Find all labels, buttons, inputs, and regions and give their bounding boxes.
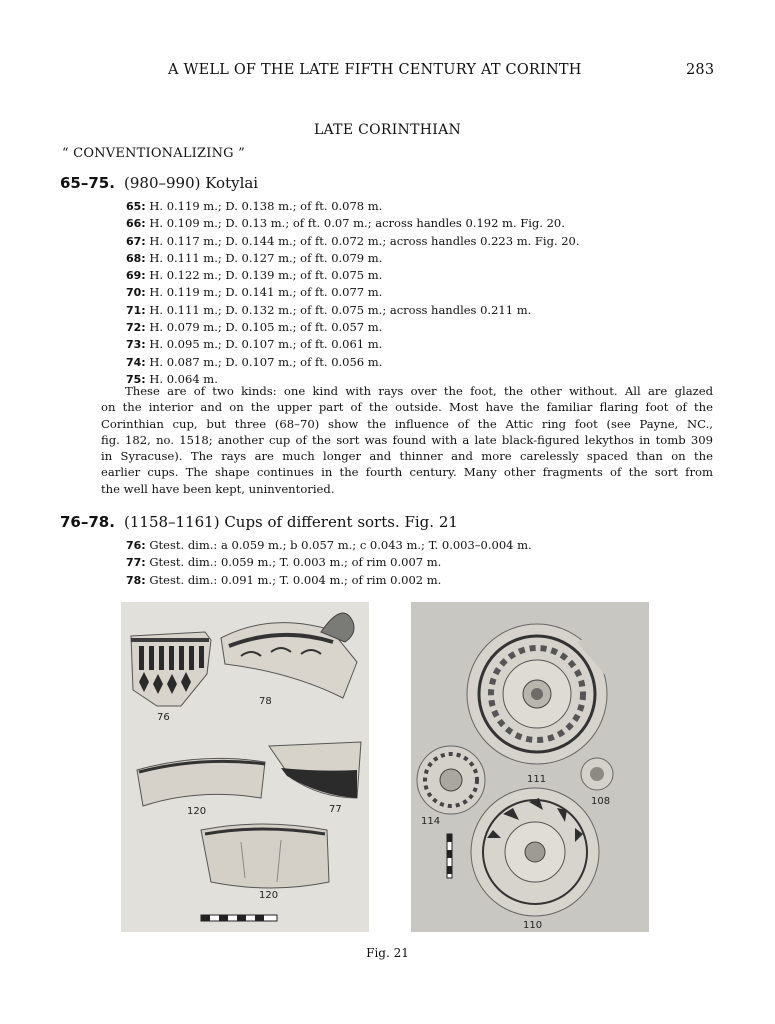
figure-label: 110 [523,920,543,931]
paragraph-line: in Syracuse). The rays are much longer and thinner and more carelessly spaced than on the [101,449,713,464]
spec-row: 77: Gtest. dim.: 0.059 m.; T. 0.003 m.; of rim 0.007 m. [126,555,442,570]
scale-bar [447,834,452,878]
description-paragraph [101,383,713,497]
figure-plate-left [121,602,369,932]
entry-title: (1158–1161) Cups of different sorts. Fig. 21 [124,513,458,531]
figure-label: 111 [527,774,547,785]
spec-row: 70: H. 0.119 m.; D. 0.141 m.; of ft. 0.077 m. [126,285,383,300]
figure-label: 77 [329,804,342,815]
figure-label: 120 [259,890,279,901]
scale-bar [201,915,277,921]
page-number: 283 [686,62,715,78]
entry-number: 65–75. [60,174,115,192]
cup-bases-photo [411,602,649,932]
subsection-title: “ CONVENTIONALIZING ” [62,146,245,161]
figure-label: 78 [259,696,272,707]
spec-row: 68: H. 0.111 m.; D. 0.127 m.; of ft. 0.079 m. [126,250,383,265]
spec-list [126,198,580,388]
figure-label: 120 [187,806,207,817]
figure-label: 108 [591,796,611,807]
figure-caption: Fig. 21 [366,946,409,960]
spec-row: 66: H. 0.109 m.; D. 0.13 m.; of ft. 0.07 m.; across handles 0.192 m. Fig. 20. [126,216,565,231]
spec-row: 72: H. 0.079 m.; D. 0.105 m.; of ft. 0.057 m. [126,320,383,335]
spec-row: 78: Gtest. dim.: 0.091 m.; T. 0.004 m.; of rim 0.002 m. [126,572,442,587]
spec-row: 71: H. 0.111 m.; D. 0.132 m.; of ft. 0.075 m.; across handles 0.211 m. [126,302,532,317]
entry-heading [60,174,258,192]
sherds-photo [121,602,369,932]
cup-base-108 [581,758,613,790]
paragraph-line: fig. 182, no. 1518; another cup of the sort was found with a late black-figured lekythos in tomb 309 [101,432,713,447]
entry-title: (980–990) Kotylai [124,174,259,192]
spec-list [126,537,532,589]
spec-row: 65: H. 0.119 m.; D. 0.138 m.; of ft. 0.078 m. [126,199,383,213]
paragraph-line: earlier cups. The shape continues in the fourth century. Many other fragments of the sort from [101,465,713,480]
running-head-title: A WELL OF THE LATE FIFTH CENTURY AT CORINTH [168,62,582,78]
spec-row: 73: H. 0.095 m.; D. 0.107 m.; of ft. 0.061 m. [126,337,383,352]
paragraph-line: Corinthian cup, but three (68–70) show the influence of the Attic ring foot (see Payne, NC., [101,416,713,431]
spec-row: 76: Gtest. dim.: a 0.059 m.; b 0.057 m.; c 0.043 m.; T. 0.003–0.004 m. [126,538,532,552]
paragraph-line: the well have been kept, uninventoried. [101,481,335,496]
paragraph-line: These are of two kinds: one kind with rays over the foot, the other without. All are glazed [125,384,713,398]
spec-row: 74: H. 0.087 m.; D. 0.107 m.; of ft. 0.056 m. [126,354,383,369]
spec-row: 67: H. 0.117 m.; D. 0.144 m.; of ft. 0.072 m.; across handles 0.223 m. Fig. 20. [126,233,580,248]
entry-number: 76–78. [60,513,115,531]
spec-row: 75: H. 0.064 m. [126,371,218,386]
entry-heading [60,513,458,531]
paragraph-line: on the interior and on the upper part of the outside. Most have the familiar flaring foot of the [101,400,713,415]
cup-base-110 [471,788,599,916]
sherd-120-lower [201,824,329,888]
spec-row: 69: H. 0.122 m.; D. 0.139 m.; of ft. 0.075 m. [126,268,383,283]
figure-label: 76 [157,712,170,723]
section-title: LATE CORINTHIAN [313,122,462,138]
figure-plate-right [411,602,649,932]
figure-label: 114 [421,816,441,827]
